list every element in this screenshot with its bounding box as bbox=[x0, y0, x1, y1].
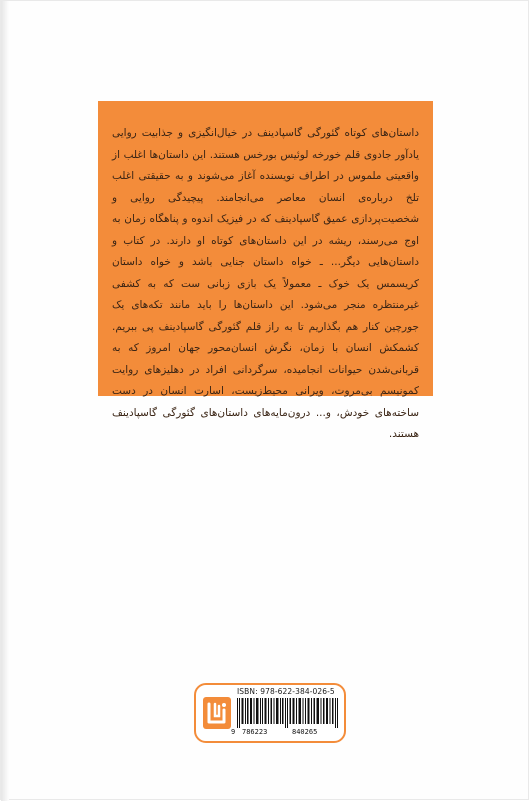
blurb-text: داستان‌های کوتاه گئورگی گاسپادینف در خیال‌انگیزی و جذابیت روایی یادآور جادوی قلم خورخه لوئیس بورخس هستند. این داستان‌ها اغلب از واقعیتی ملموس در اطراف نویسنده آغاز می‌شوند و به حقیقتی اغلب تلخ درباره‌ی انسان معاصر می‌انجامند. پیچیدگی روایی و شخصیت‌پردازی عمیق گاسپادینف که در فیزیک اندوه و پناهگاه زمان به اوج می‌رسند، ریشه در این داستان‌های کوتاه او دارند. در کتاب و داستان‌هایی دیگر... ـ خواه داستان جنایی باشد و خواه داستان کریسمس یک خوک ـ معمولاً یک بازی زبانی ست که به کشفی غیرمنتظره منجر می‌شود. این داستان‌ها را باید مانند تکه‌های یک جورچین کنار هم بگذاریم تا به راز قلم گئورگی گاسپادینف پی ببریم. کشمکش انسان با زمان، نگرش انسان‌محور جهان امروز که به قربانی‌شدن حیوانات انجامیده، سرگردانی افراد در دهلیزهای روایت کمونیسم بی‌مروت، ویرانی محیط‌زیست، اسارت انسان در دست ساخته‌های خودش، و... درون‌مایه‌های داستان‌های گئورگی گاسپادینف هستند. bbox=[112, 127, 419, 440]
blurb-panel bbox=[98, 101, 433, 440]
isbn-label: ISBN: 978-622-384-026-5 bbox=[237, 687, 335, 696]
barcode-lead-digit: 9 bbox=[231, 728, 236, 736]
barcode bbox=[231, 687, 342, 739]
barcode-bars bbox=[237, 698, 340, 728]
barcode-frame bbox=[194, 683, 346, 743]
barcode-left-digits: 786223 bbox=[242, 728, 268, 736]
barcode-right-digits: 840265 bbox=[292, 728, 318, 736]
publisher-logo-icon bbox=[202, 696, 232, 730]
spine-shadow bbox=[1, 1, 9, 801]
